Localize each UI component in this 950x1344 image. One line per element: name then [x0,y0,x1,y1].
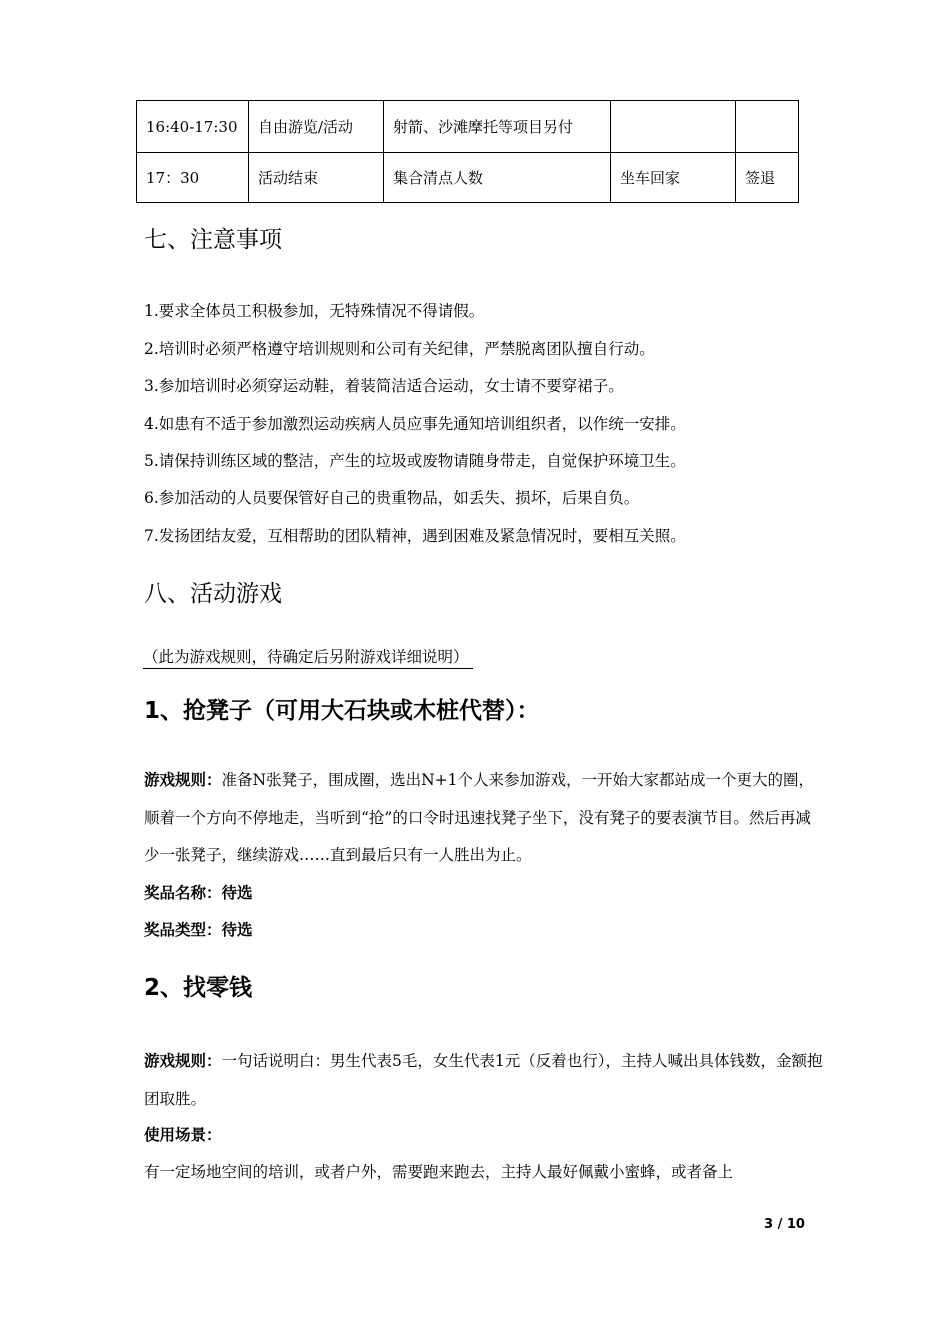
table-row [137,153,799,203]
game-1-prize-name: 奖品名称：待选 [144,884,253,902]
table-cell-time: 17：30 [137,153,249,203]
section-8-heading: 八、活动游戏 [144,581,282,607]
game-1-rules-text: 准备N张凳子，围成圈，选出N+1个人来参加游戏，一开始大家都站成一个更大的圈，顺着一个方向不停地走，当听到“抢”的口令时迅速找凳子坐下，没有凳子的要表演节目。然后再减少一张凳子，继续游戏……直到最后只有一人胜出为止。 [144,771,814,864]
game-2-heading: 2、找零钱 [144,975,253,1001]
notice-item-2: 2.培训时必须严格遵守培训规则和公司有关纪律，严禁脱离团队擅自行动。 [144,340,655,358]
table-cell-activity: 活动结束 [249,153,384,203]
table-cell-extra [736,101,799,153]
notice-item-1: 1.要求全体员工积极参加，无特殊情况不得请假。 [144,302,485,320]
table-cell-content: 集合清点人数 [384,153,611,203]
games-note: （此为游戏规则，待确定后另附游戏详细说明） [143,646,473,669]
table-cell-note [611,101,736,153]
game-1-heading: 1、抢凳子（可用大石块或木桩代替）： [144,698,540,724]
game-2-scene-text: 有一定场地空间的培训，或者户外，需要跑来跑去，主持人最好佩戴小蜜蜂，或者备上 [144,1163,734,1181]
notice-item-7: 7.发扬团结友爱，互相帮助的团队精神，遇到困难及紧急情况时，要相互关照。 [144,527,686,545]
table-cell-time: 16:40-17:30 [137,101,249,153]
notice-item-4: 4.如患有不适于参加激烈运动疾病人员应事先通知培训组织者，以作统一安排。 [144,415,686,433]
table-row [137,101,799,153]
schedule-table [136,100,799,203]
table-cell-content: 射箭、沙滩摩托等项目另付 [384,101,611,153]
table-cell-note: 坐车回家 [611,153,736,203]
page-number: 3 / 10 [764,1217,805,1232]
game-2-rules [144,1043,824,1118]
game-1-rules-label: 游戏规则： [144,771,222,789]
game-2-rules-text: 一句话说明白：男生代表5毛，女生代表1元（反着也行），主持人喊出具体钱数，金额抱团取胜。 [144,1052,823,1108]
table-cell-extra: 签退 [736,153,799,203]
game-2-rules-label: 游戏规则： [144,1052,222,1070]
game-2-scene-label: 使用场景： [144,1126,222,1144]
notice-item-5: 5.请保持训练区域的整洁，产生的垃圾或废物请随身带走，自觉保护环境卫生。 [144,452,686,470]
notice-item-6: 6.参加活动的人员要保管好自己的贵重物品，如丢失、损坏，后果自负。 [144,489,640,507]
game-1-rules [144,762,824,875]
notice-item-3: 3.参加培训时必须穿运动鞋，着装简洁适合运动，女士请不要穿裙子。 [144,377,624,395]
section-7-heading: 七、注意事项 [144,227,282,253]
table-cell-activity: 自由游览/活动 [249,101,384,153]
game-1-prize-type: 奖品类型：待选 [144,921,253,939]
